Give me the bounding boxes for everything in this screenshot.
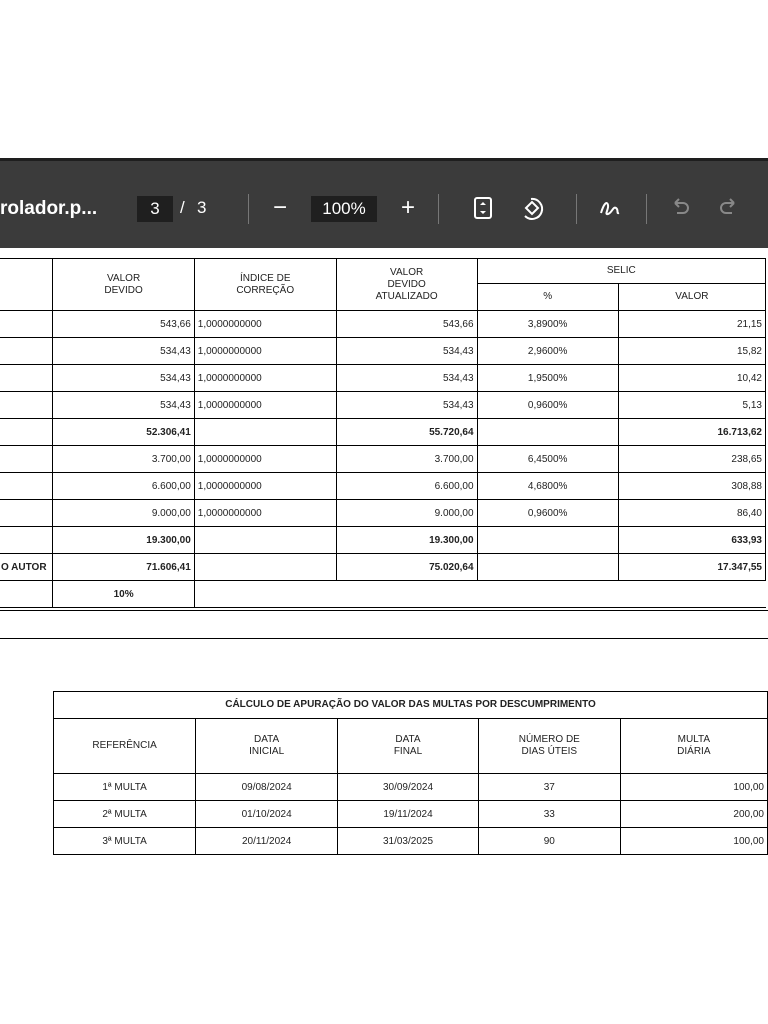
header-dias-uteis: NÚMERO DE DIAS ÚTEIS (478, 719, 620, 774)
header-multa-diaria: MULTA DIÁRIA (620, 719, 767, 774)
cell-valor-atualizado: 3.700,00 (336, 446, 477, 473)
header-valor: VALOR (618, 284, 765, 311)
zoom-out-button[interactable]: − (272, 194, 287, 221)
cell-valor-atualizado: 534,43 (336, 365, 477, 392)
toolbar-divider (576, 194, 577, 224)
row-label (0, 419, 53, 446)
row-label (0, 527, 53, 554)
toolbar-divider (646, 194, 647, 224)
cell-dias-uteis: 90 (478, 828, 620, 855)
cell-data-inicial: 20/11/2024 (196, 828, 338, 855)
cell-selic-pct: 6,4500% (477, 446, 618, 473)
table-row (54, 801, 768, 828)
page-separator: / (180, 198, 185, 217)
cell-selic-pct (477, 527, 618, 554)
cell-indice: 1,0000000000 (194, 500, 336, 527)
cell-indice: 1,0000000000 (194, 365, 336, 392)
cell-selic-valor: 10,42 (618, 365, 765, 392)
page-number-input[interactable]: 3 (137, 196, 173, 222)
zoom-level-input[interactable]: 100% (311, 196, 377, 222)
toolbar-divider (438, 194, 439, 224)
cell-valor-devido: 3.700,00 (53, 446, 194, 473)
header-blank (0, 259, 53, 311)
table-row (0, 419, 766, 446)
page-margin-top (0, 0, 768, 158)
cell-valor-atualizado: 55.720,64 (336, 419, 477, 446)
table-row (0, 365, 766, 392)
rotate-icon[interactable] (517, 193, 547, 223)
cell-selic-valor: 308,88 (618, 473, 765, 500)
cell-selic-pct: 3,8900% (477, 311, 618, 338)
fit-page-icon[interactable] (468, 193, 498, 223)
cell-valor-atualizado: 6.600,00 (336, 473, 477, 500)
cell-data-inicial: 09/08/2024 (196, 774, 338, 801)
fines-table-title: CÁLCULO DE APURAÇÃO DO VALOR DAS MULTAS POR DESCUMPRIMENTO (54, 692, 768, 719)
row-label (0, 311, 53, 338)
cell-selic-pct: 1,9500% (477, 365, 618, 392)
cell-indice: 1,0000000000 (194, 446, 336, 473)
header-pct: % (477, 284, 618, 311)
cell-selic-valor: 15,82 (618, 338, 765, 365)
cell-indice: 1,0000000000 (194, 473, 336, 500)
cell-selic-pct: 0,9600% (477, 392, 618, 419)
cell-data-final: 19/11/2024 (338, 801, 479, 828)
draw-icon[interactable] (595, 193, 625, 223)
cell-dias-uteis: 37 (478, 774, 620, 801)
cell-indice (194, 527, 336, 554)
fines-table (53, 691, 768, 855)
page-rule (0, 610, 768, 611)
page-rule (0, 638, 768, 639)
cell-valor-devido: 534,43 (53, 392, 194, 419)
cell-indice (194, 554, 336, 581)
table-row (0, 338, 766, 365)
cell-indice: 1,0000000000 (194, 311, 336, 338)
row-label (0, 446, 53, 473)
cell-selic-valor: 238,65 (618, 446, 765, 473)
cell-valor-devido: 52.306,41 (53, 419, 194, 446)
cell-valor-atualizado: 534,43 (336, 392, 477, 419)
cell-valor-atualizado: 543,66 (336, 311, 477, 338)
row-label (0, 392, 53, 419)
header-valor-atualizado: VALOR DEVIDO ATUALIZADO (336, 259, 477, 311)
cell-valor-devido: 534,43 (53, 338, 194, 365)
cell-multa-diaria: 100,00 (620, 774, 767, 801)
table-row (0, 311, 766, 338)
cell-data-final: 31/03/2025 (338, 828, 479, 855)
toolbar-divider (248, 194, 249, 224)
cell-data-final: 30/09/2024 (338, 774, 479, 801)
cell-selic-valor: 16.713,62 (618, 419, 765, 446)
table-row (54, 774, 768, 801)
pdf-page (0, 248, 768, 1024)
table-row (0, 473, 766, 500)
header-data-inicial: DATA INICIAL (196, 719, 338, 774)
undo-icon[interactable] (665, 193, 695, 223)
cell-selic-valor: 633,93 (618, 527, 765, 554)
cell-valor-atualizado: 9.000,00 (336, 500, 477, 527)
cell-selic-pct: 4,6800% (477, 473, 618, 500)
cell-referencia: 2ª MULTA (54, 801, 196, 828)
cell-selic-pct (477, 419, 618, 446)
zoom-in-button[interactable]: + (400, 194, 415, 221)
percent-row-value: 10% (53, 581, 194, 608)
table-row (0, 554, 766, 581)
row-label (0, 473, 53, 500)
header-data-final: DATA FINAL (338, 719, 479, 774)
cell-valor-devido: 19.300,00 (53, 527, 194, 554)
total-pages: 3 (197, 198, 207, 217)
table-row (0, 500, 766, 527)
cell-referencia: 3ª MULTA (54, 828, 196, 855)
cell-valor-atualizado: 19.300,00 (336, 527, 477, 554)
cell-indice (194, 419, 336, 446)
row-label: O AUTOR (0, 554, 53, 581)
cell-selic-pct: 0,9600% (477, 500, 618, 527)
table-row (0, 392, 766, 419)
pdf-toolbar (0, 158, 768, 248)
redo-icon[interactable] (714, 193, 744, 223)
file-name: rolador.p... (0, 198, 98, 219)
cell-selic-valor: 5,13 (618, 392, 765, 419)
cell-selic-pct: 2,9600% (477, 338, 618, 365)
row-label (0, 365, 53, 392)
cell-indice: 1,0000000000 (194, 392, 336, 419)
cell-indice: 1,0000000000 (194, 338, 336, 365)
cell-selic-valor: 21,15 (618, 311, 765, 338)
correction-table (0, 258, 766, 608)
cell-valor-devido: 9.000,00 (53, 500, 194, 527)
cell-referencia: 1ª MULTA (54, 774, 196, 801)
row-label (0, 500, 53, 527)
row-label (0, 338, 53, 365)
cell-valor-atualizado: 534,43 (336, 338, 477, 365)
cell-data-inicial: 01/10/2024 (196, 801, 338, 828)
cell-multa-diaria: 200,00 (620, 801, 767, 828)
header-selic: SELIC (477, 259, 765, 284)
table-row (54, 828, 768, 855)
percent-row-label (0, 581, 53, 608)
cell-selic-pct (477, 554, 618, 581)
cell-dias-uteis: 33 (478, 801, 620, 828)
cell-valor-devido: 71.606,41 (53, 554, 194, 581)
cell-valor-devido: 543,66 (53, 311, 194, 338)
cell-valor-atualizado: 75.020,64 (336, 554, 477, 581)
cell-valor-devido: 6.600,00 (53, 473, 194, 500)
cell-selic-valor: 17.347,55 (618, 554, 765, 581)
table-row (0, 527, 766, 554)
header-referencia: REFERÊNCIA (54, 719, 196, 774)
percent-row-blank (194, 581, 765, 608)
header-valor-devido: VALOR DEVIDO (53, 259, 194, 311)
cell-valor-devido: 534,43 (53, 365, 194, 392)
cell-selic-valor: 86,40 (618, 500, 765, 527)
table-row (0, 446, 766, 473)
header-indice: ÍNDICE DE CORREÇÃO (194, 259, 336, 311)
cell-multa-diaria: 100,00 (620, 828, 767, 855)
